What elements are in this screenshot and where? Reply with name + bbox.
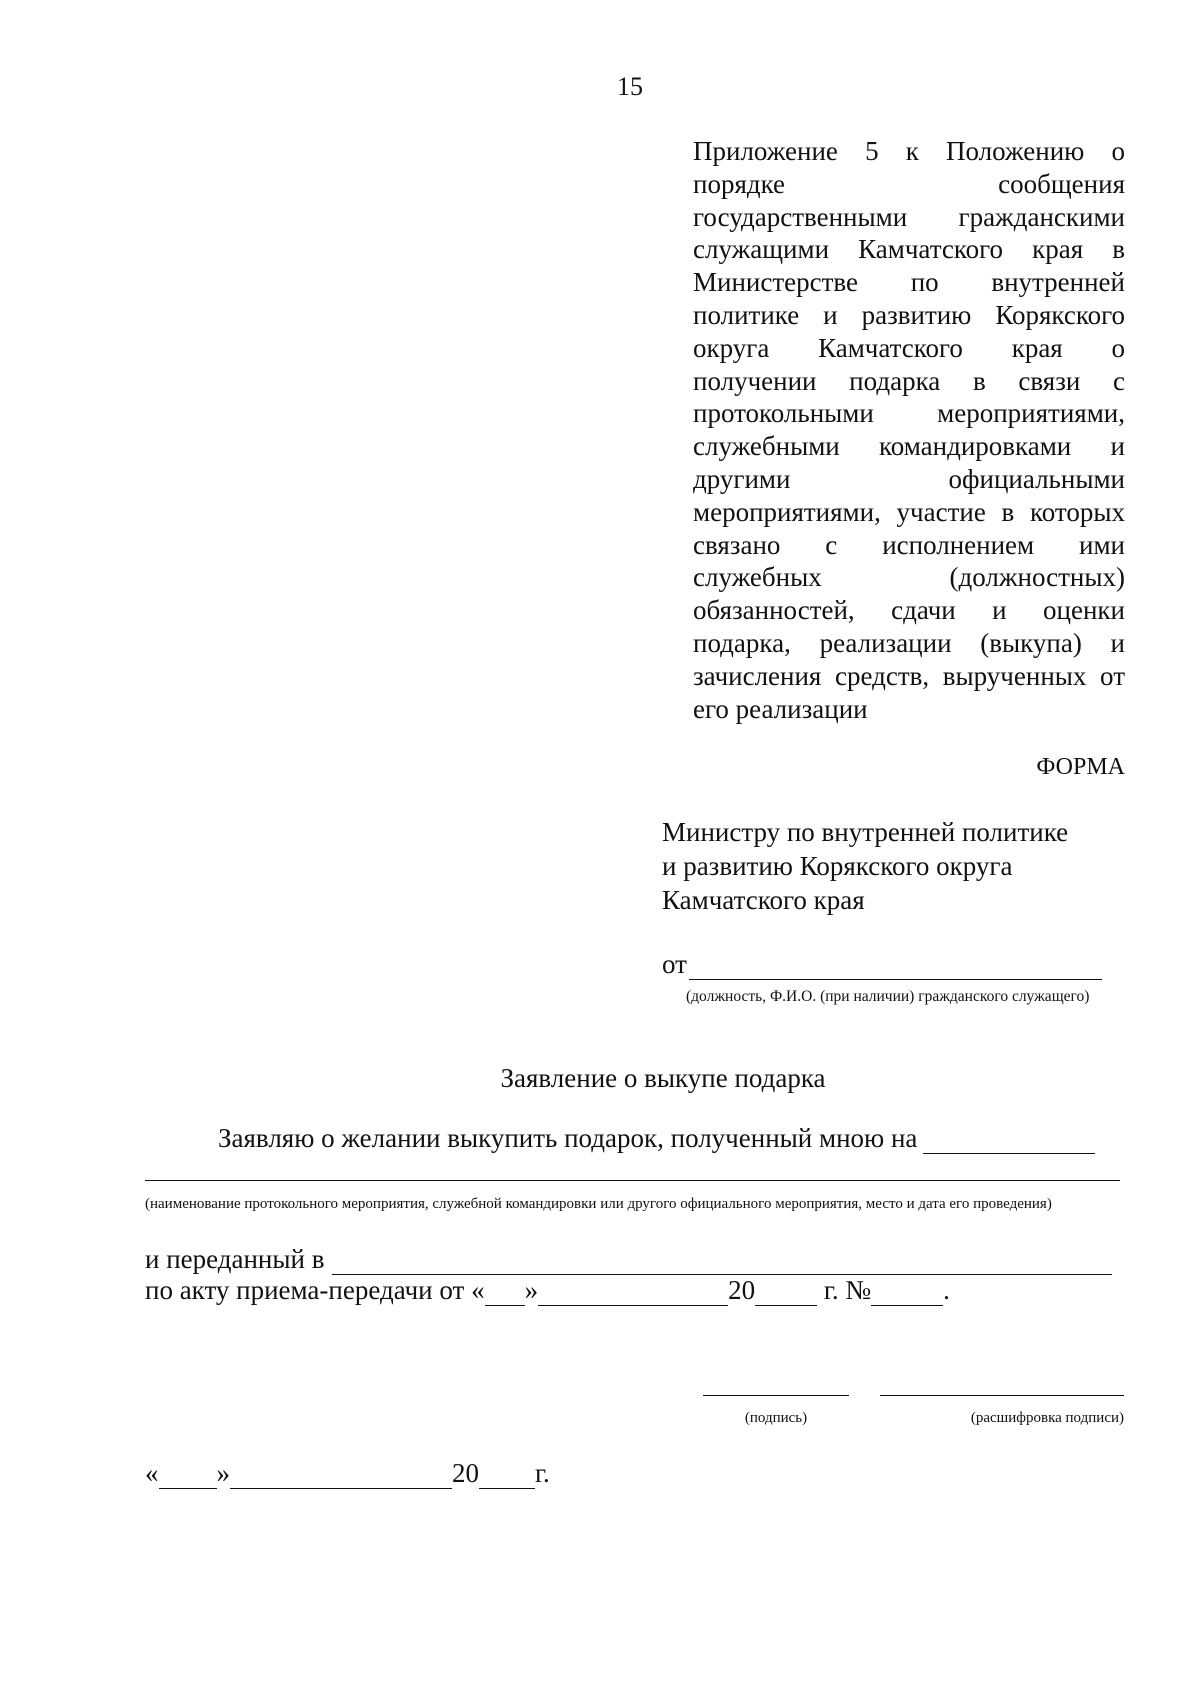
- addressee-block: [662, 815, 1132, 917]
- date-year-suffix: г.: [535, 1458, 550, 1488]
- addressee-line-3: Камчатского края: [662, 885, 865, 915]
- signature-decode-blank[interactable]: [880, 1395, 1124, 1396]
- date-year-prefix: 20: [452, 1458, 479, 1488]
- addressee-line-1: Министру по внутренней политике: [662, 817, 1069, 847]
- date-row: [145, 1458, 550, 1489]
- act-row: [145, 1275, 950, 1306]
- act-year-blank[interactable]: [755, 1281, 817, 1306]
- act-close-quote: »: [524, 1275, 539, 1305]
- from-label: от: [662, 949, 687, 979]
- transfer-label: и переданный в: [145, 1244, 325, 1274]
- event-blank-short[interactable]: [923, 1129, 1095, 1154]
- signature-caption: (подпись): [744, 1410, 808, 1426]
- date-year-blank[interactable]: [479, 1464, 535, 1489]
- transfer-row: [145, 1244, 1112, 1275]
- from-field-row: [662, 949, 1102, 980]
- document-title: Заявление о выкупе подарка: [500, 1063, 826, 1093]
- act-month-blank[interactable]: [538, 1281, 728, 1306]
- act-day-blank[interactable]: [485, 1281, 525, 1306]
- from-caption: (должность, Ф.И.О. (при наличии) гражданского служащего): [686, 988, 1090, 1005]
- transfer-blank[interactable]: [332, 1250, 1112, 1275]
- event-caption: (наименование протокольного мероприятия, служебной командировки или другого официального мероприятия, место и дата его проведения): [145, 1196, 1052, 1212]
- from-blank[interactable]: [689, 955, 1102, 980]
- act-number-blank[interactable]: [871, 1281, 943, 1306]
- date-month-blank[interactable]: [230, 1464, 452, 1489]
- appendix-reference: Приложение 5 к Положению о порядке сообщения государственными гражданскими служащими Камчатского края в Министерстве по внутренней политике и развитию Корякского округа Камчатского края о получении подарка в связи с протокольными мероприятиями, служебными командировками и другими официальными мероприятиями, участие в которых связано с исполнением ими служебных (должностных) обязанностей, сдачи и оценки подарка, реализации (выкупа) и зачисления средств, вырученных от его реализации: [693, 136, 1125, 724]
- signature-blank[interactable]: [703, 1395, 849, 1396]
- date-day-blank[interactable]: [159, 1464, 217, 1489]
- act-year-suffix: г. №: [817, 1275, 872, 1305]
- signature-decode-caption: (расшифровка подписи): [970, 1410, 1124, 1426]
- date-close-quote: »: [216, 1458, 230, 1488]
- form-label: ФОРМА: [1036, 754, 1125, 780]
- statement-text: Заявляю о желании выкупить подарок, полученный мною на: [218, 1123, 918, 1153]
- date-open-quote: «: [145, 1458, 159, 1488]
- addressee-line-2: и развитию Корякского округа: [662, 851, 1013, 881]
- act-period: .: [943, 1275, 950, 1305]
- statement-row: [218, 1123, 1095, 1154]
- act-label: по акту приема-передачи от «: [145, 1275, 485, 1305]
- page-number: 15: [617, 72, 643, 101]
- event-blank-full[interactable]: [145, 1180, 1120, 1181]
- act-year-prefix: 20: [728, 1275, 756, 1305]
